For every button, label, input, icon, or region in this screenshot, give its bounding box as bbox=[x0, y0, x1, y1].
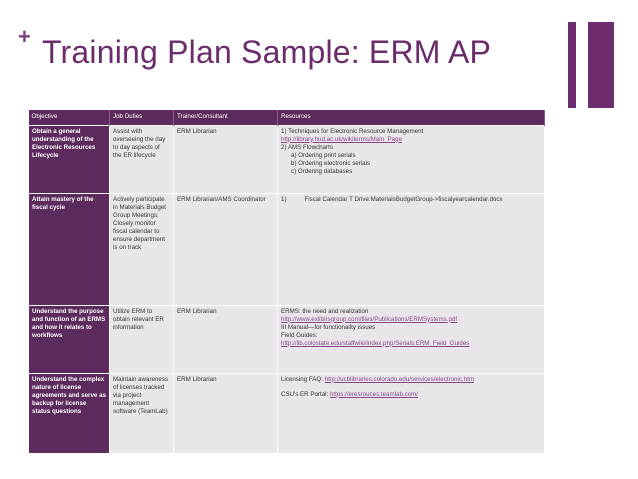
accent-bar-wide bbox=[588, 22, 614, 108]
accent-bar-thin bbox=[568, 22, 576, 108]
objective-cell: Obtain a general understanding of the Electronic Resources Lifecycle bbox=[29, 125, 110, 193]
objective-cell: Understand the complex nature of license agreements and serve as backup for license status questions bbox=[29, 373, 110, 453]
objective-cell: Understand the purpose and function of an ERMS and how it relates to workflows bbox=[29, 305, 110, 373]
resource-label: CSU's ER Portal: bbox=[281, 390, 330, 398]
resource-text: Fiscal Calendar T Drive:MaterialsBudgetGroup->fiscalyearcalendar.docx bbox=[304, 195, 503, 203]
resource-subitem: c) Ordering databases bbox=[291, 167, 353, 175]
resources-cell bbox=[278, 373, 545, 453]
table-row bbox=[29, 125, 545, 193]
resource-text: 1) Techniques for Electronic Resource Management bbox=[281, 127, 424, 135]
resource-number: 1) bbox=[281, 195, 287, 203]
slide-title: Training Plan Sample: ERM AP bbox=[42, 34, 492, 70]
table-row bbox=[29, 373, 545, 453]
resource-text: 2) AMS Flowcharts bbox=[281, 143, 333, 151]
resource-line bbox=[281, 376, 541, 384]
table-header-row bbox=[29, 110, 545, 125]
trainer-cell: ERM Librarian/AMS Coordinator bbox=[174, 193, 278, 305]
resource-subitem: b) Ordering electronic serials bbox=[291, 159, 371, 167]
resource-label: Licensing FAQ: bbox=[281, 375, 325, 383]
table-row bbox=[29, 193, 545, 305]
trainer-cell: ERM Librarian bbox=[174, 125, 278, 193]
resource-text: III Manual—for functionality issues bbox=[281, 323, 376, 331]
resource-link[interactable]: http://www.exlibrisgroup.com/files/Publications/ERMSystems.pdf bbox=[281, 315, 458, 323]
header-trainer: Trainer/Consultant bbox=[174, 110, 278, 125]
duties-cell: Utilize ERM to obtain relevant ER information bbox=[110, 305, 174, 373]
plus-mark: + bbox=[18, 24, 31, 49]
resource-link[interactable]: https://eresrouces.teamlab.com/ bbox=[329, 390, 419, 398]
resource-subitem: a) Ordering print serials bbox=[291, 151, 356, 159]
training-plan-table bbox=[28, 110, 545, 454]
resources-cell bbox=[278, 125, 545, 193]
resource-link[interactable]: http://lib.colostate.edu/staffwiki/index.php/Serials:ERM_Field_Guides bbox=[281, 339, 470, 347]
header-resources: Resources bbox=[278, 110, 545, 125]
header-job-duties: Job Duties bbox=[110, 110, 174, 125]
resources-cell bbox=[278, 305, 545, 373]
objective-cell: Attain mastery of the fiscal cycle bbox=[29, 193, 110, 305]
resource-link[interactable]: http://library.hud.ac.uk/wikiterms/Main_Page bbox=[281, 135, 402, 143]
resource-link[interactable]: http://ucblibraries.colorado.edu/services/electronic.htm bbox=[324, 375, 474, 383]
resource-line bbox=[281, 391, 541, 399]
table-row bbox=[29, 305, 545, 373]
resource-text: ERMS: the need and realization bbox=[281, 307, 369, 315]
header-objective: Objective bbox=[29, 110, 110, 125]
resource-text: Field Guides: bbox=[281, 331, 318, 339]
resources-cell bbox=[278, 193, 545, 305]
spacer bbox=[281, 384, 541, 391]
duties-cell: Assist with overseeing the day to day aspects of the ER lifecycle bbox=[110, 125, 174, 193]
duties-cell: Maintain awareness of licenses tracked via project management software (TeamLab) bbox=[110, 373, 174, 453]
duties-cell: Actively participate in Materials Budget Group Meetings; Closely monitor fiscal calendar to ensure department is on track bbox=[110, 193, 174, 305]
trainer-cell: ERM Librarian bbox=[174, 305, 278, 373]
trainer-cell: ERM Librarian bbox=[174, 373, 278, 453]
